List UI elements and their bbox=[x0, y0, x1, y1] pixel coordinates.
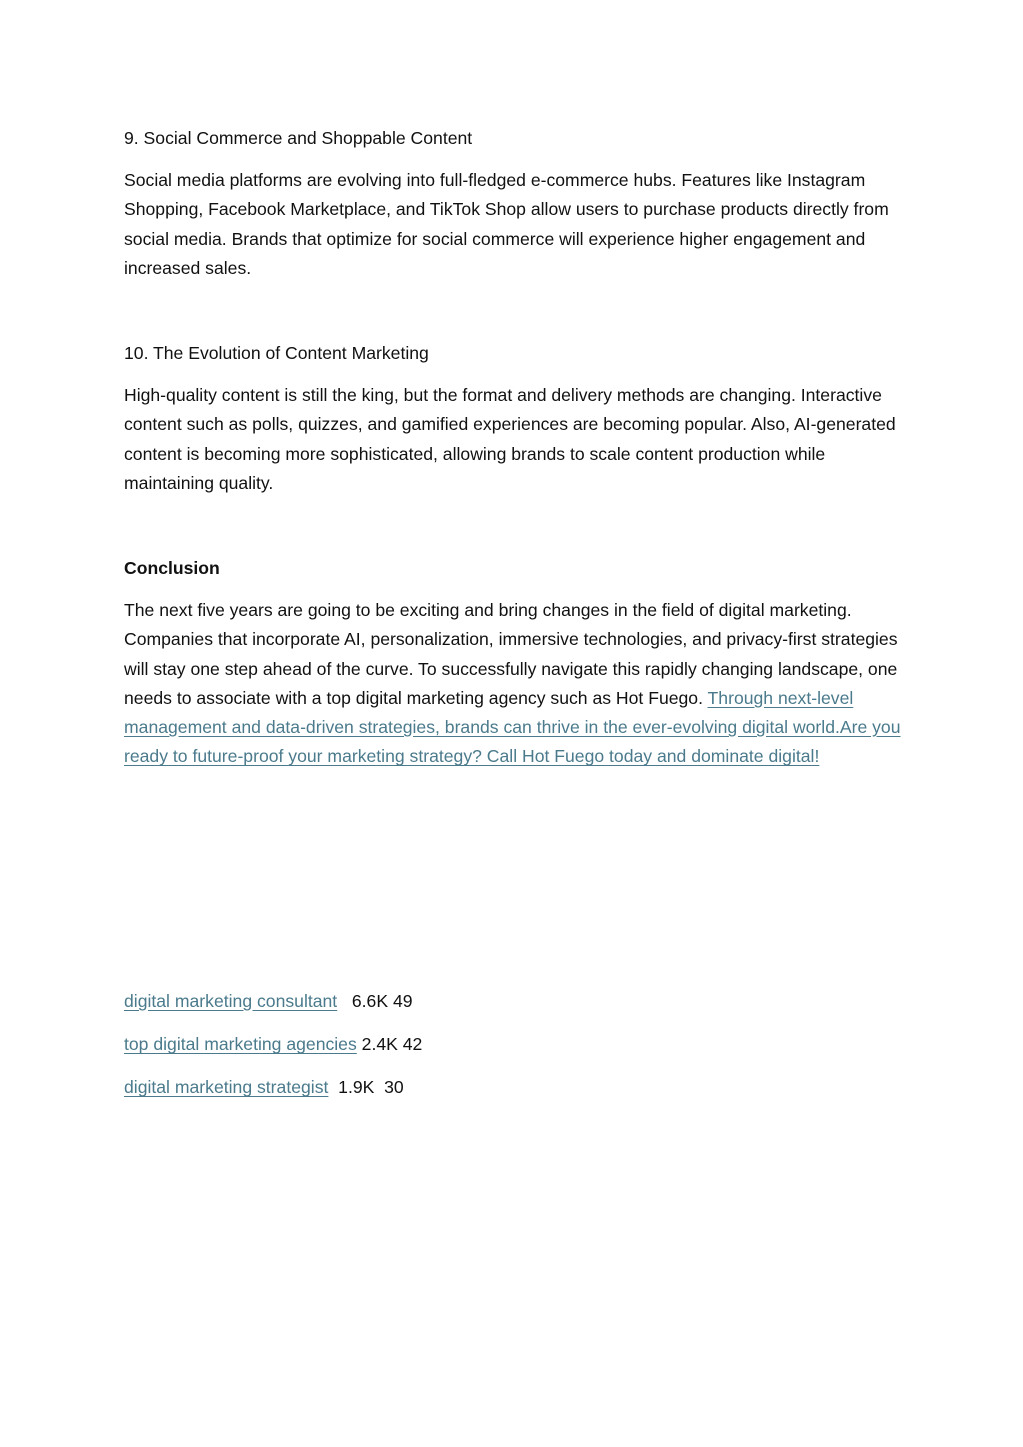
keyword-link[interactable]: digital marketing strategist bbox=[124, 1077, 329, 1098]
keyword-volume: 6.6K bbox=[351, 991, 389, 1011]
conclusion-body bbox=[124, 596, 909, 771]
keyword-volume: 1.9K bbox=[338, 1077, 375, 1098]
keyword-score: 49 bbox=[392, 991, 413, 1011]
keyword-row bbox=[124, 1073, 422, 1102]
section-body-content-marketing: High-quality content is still the king, but the format and delivery methods are changing. Interactive content such as polls, quizzes, and gamified experiences are becoming popular. Also, AI-generated content is becoming more sophisticated, allowing brands to scale content production while maintaining quality. bbox=[124, 385, 896, 493]
keyword-score: 30 bbox=[384, 1077, 404, 1098]
keyword-row bbox=[124, 1030, 422, 1059]
keyword-volume: 2.4K bbox=[361, 1034, 398, 1055]
keyword-row bbox=[124, 987, 422, 1016]
keyword-link[interactable]: digital marketing consultant bbox=[124, 991, 338, 1011]
keyword-score: 42 bbox=[402, 1034, 423, 1055]
keyword-link[interactable]: top digital marketing agencies bbox=[124, 1034, 357, 1055]
conclusion-text: The next five years are going to be exciting and bring changes in the field of digital marketing. Companies that incorporate AI, personalization, immersive technologies, and privacy-first strategies will stay one step ahead of the curve. To successfully navigate this rapidly changing landscape, one needs to associate with a top digital marketing agency such as Hot Fuego. bbox=[124, 600, 898, 708]
document-content bbox=[124, 124, 909, 771]
conclusion-heading: Conclusion bbox=[124, 558, 220, 579]
section-body-social-commerce: Social media platforms are evolving into full-fledged e-commerce hubs. Features like Instagram Shopping, Facebook Marketplace, and TikTok Shop allow users to purchase products directly from social media. Brands that optimize for social commerce will experience higher engagement and increased sales. bbox=[124, 170, 889, 278]
section-heading-social-commerce: 9. Social Commerce and Shoppable Content bbox=[124, 128, 473, 148]
keyword-list bbox=[124, 987, 422, 1117]
conclusion-cta-link[interactable]: Through next-level management and data-driven strategies, brands can thrive in the ever-evolving digital world.Are you ready to future-proof your marketing strategy? Call Hot Fuego today and dominate digital! bbox=[124, 687, 901, 767]
section-spacer bbox=[124, 283, 909, 339]
section-spacer bbox=[124, 498, 909, 554]
section-heading-content-marketing: 10. The Evolution of Content Marketing bbox=[124, 343, 429, 364]
